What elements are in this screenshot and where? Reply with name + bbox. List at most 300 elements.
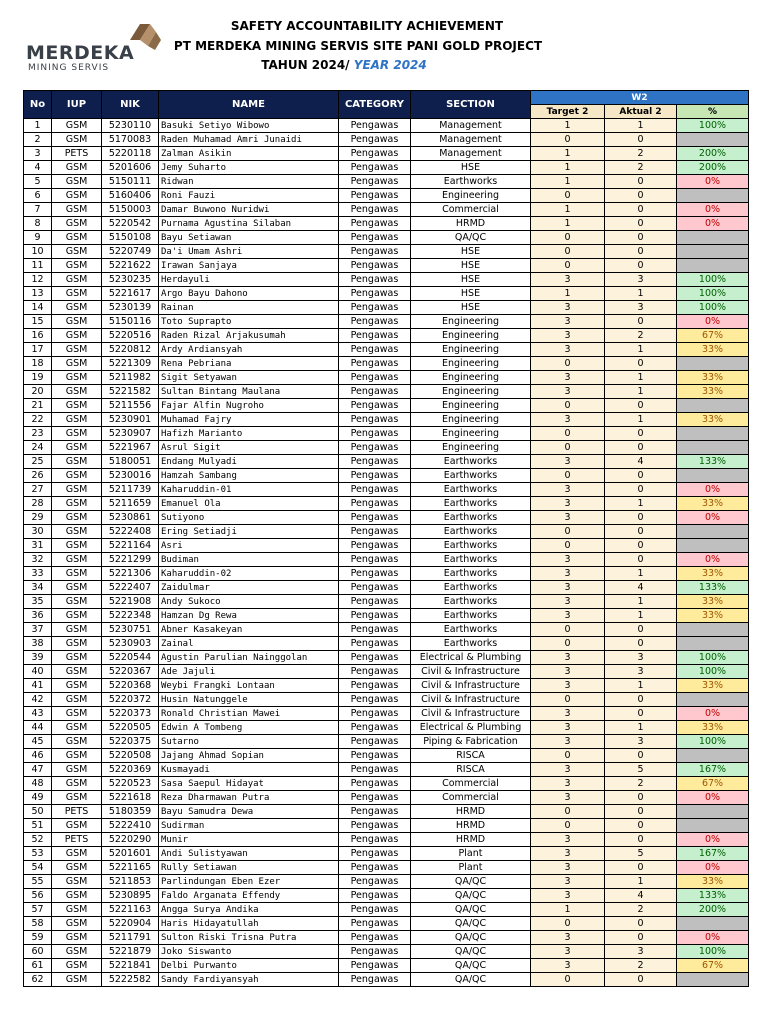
- cell-target: 1: [531, 287, 605, 301]
- cell-iup: GSM: [52, 343, 102, 357]
- cell-aktual: 2: [605, 147, 677, 161]
- cell-iup: GSM: [52, 455, 102, 469]
- cell-no: 10: [24, 245, 52, 259]
- cell-name: Sutiyono: [159, 511, 339, 525]
- cell-nik: 5170083: [102, 133, 159, 147]
- cell-aktual: 1: [605, 875, 677, 889]
- cell-category: Pengawas: [339, 133, 411, 147]
- cell-name: Rena Pebriana: [159, 357, 339, 371]
- cell-category: Pengawas: [339, 315, 411, 329]
- col-header-category: CATEGORY: [339, 91, 411, 119]
- cell-section: QA/QC: [411, 945, 531, 959]
- cell-target: 3: [531, 721, 605, 735]
- cell-iup: GSM: [52, 161, 102, 175]
- cell-aktual: 1: [605, 287, 677, 301]
- cell-no: 3: [24, 147, 52, 161]
- cell-percent: 0%: [677, 707, 749, 721]
- cell-category: Pengawas: [339, 595, 411, 609]
- table-row: [24, 679, 749, 693]
- table-row: [24, 525, 749, 539]
- cell-section: QA/QC: [411, 231, 531, 245]
- cell-iup: GSM: [52, 721, 102, 735]
- cell-nik: 5221617: [102, 287, 159, 301]
- cell-target: 0: [531, 819, 605, 833]
- cell-aktual: 1: [605, 385, 677, 399]
- cell-no: 61: [24, 959, 52, 973]
- cell-section: Engineering: [411, 413, 531, 427]
- cell-target: 3: [531, 343, 605, 357]
- cell-target: 1: [531, 203, 605, 217]
- cell-section: RISCA: [411, 749, 531, 763]
- cell-no: 12: [24, 273, 52, 287]
- cell-aktual: 3: [605, 273, 677, 287]
- cell-name: Sulton Riski Trisna Putra: [159, 931, 339, 945]
- cell-nik: 5222410: [102, 819, 159, 833]
- cell-nik: 5221582: [102, 385, 159, 399]
- cell-percent: 200%: [677, 161, 749, 175]
- table-row: [24, 259, 749, 273]
- cell-target: 0: [531, 133, 605, 147]
- cell-percent: [677, 805, 749, 819]
- table-row: [24, 483, 749, 497]
- cell-category: Pengawas: [339, 833, 411, 847]
- cell-nik: 5221299: [102, 553, 159, 567]
- table-row: [24, 553, 749, 567]
- cell-target: 3: [531, 609, 605, 623]
- cell-category: Pengawas: [339, 413, 411, 427]
- cell-iup: GSM: [52, 693, 102, 707]
- cell-iup: GSM: [52, 511, 102, 525]
- cell-name: Toto Suprapto: [159, 315, 339, 329]
- cell-no: 52: [24, 833, 52, 847]
- cell-aktual: 3: [605, 735, 677, 749]
- cell-name: Munir: [159, 833, 339, 847]
- cell-name: Roni Fauzi: [159, 189, 339, 203]
- cell-percent: 33%: [677, 343, 749, 357]
- table-row: [24, 861, 749, 875]
- cell-section: Engineering: [411, 315, 531, 329]
- cell-section: Earthworks: [411, 581, 531, 595]
- table-row: [24, 455, 749, 469]
- cell-no: 27: [24, 483, 52, 497]
- cell-category: Pengawas: [339, 273, 411, 287]
- cell-section: Management: [411, 133, 531, 147]
- table-row: [24, 805, 749, 819]
- cell-no: 17: [24, 343, 52, 357]
- cell-no: 55: [24, 875, 52, 889]
- cell-percent: 167%: [677, 847, 749, 861]
- cell-name: Argo Bayu Dahono: [159, 287, 339, 301]
- cell-category: Pengawas: [339, 469, 411, 483]
- cell-percent: 0%: [677, 833, 749, 847]
- cell-nik: 5211556: [102, 399, 159, 413]
- cell-category: Pengawas: [339, 805, 411, 819]
- cell-nik: 5201606: [102, 161, 159, 175]
- cell-iup: GSM: [52, 385, 102, 399]
- cell-aktual: 0: [605, 819, 677, 833]
- cell-target: 3: [531, 413, 605, 427]
- table-row: [24, 469, 749, 483]
- cell-aktual: 4: [605, 889, 677, 903]
- cell-iup: GSM: [52, 651, 102, 665]
- cell-category: Pengawas: [339, 567, 411, 581]
- cell-target: 0: [531, 539, 605, 553]
- cell-nik: 5230901: [102, 413, 159, 427]
- cell-percent: [677, 623, 749, 637]
- table-row: [24, 357, 749, 371]
- cell-nik: 5221967: [102, 441, 159, 455]
- table-row: [24, 343, 749, 357]
- report-year: [0, 58, 728, 72]
- cell-iup: PETS: [52, 833, 102, 847]
- cell-percent: 0%: [677, 203, 749, 217]
- cell-target: 0: [531, 623, 605, 637]
- cell-target: 0: [531, 637, 605, 651]
- col-header-aktual: Aktual 2: [605, 105, 677, 119]
- cell-target: 0: [531, 805, 605, 819]
- cell-section: Engineering: [411, 385, 531, 399]
- cell-percent: [677, 399, 749, 413]
- table-row: [24, 301, 749, 315]
- cell-percent: 0%: [677, 175, 749, 189]
- table-row: [24, 819, 749, 833]
- cell-name: Parlindungan Eben Ezer: [159, 875, 339, 889]
- cell-percent: [677, 525, 749, 539]
- cell-nik: 5211659: [102, 497, 159, 511]
- table-row: [24, 833, 749, 847]
- cell-target: 0: [531, 259, 605, 273]
- cell-name: Zalman Asikin: [159, 147, 339, 161]
- table-row: [24, 609, 749, 623]
- col-header-section: SECTION: [411, 91, 531, 119]
- cell-category: Pengawas: [339, 623, 411, 637]
- cell-iup: GSM: [52, 707, 102, 721]
- cell-section: Piping & Fabrication: [411, 735, 531, 749]
- cell-target: 1: [531, 903, 605, 917]
- cell-iup: GSM: [52, 553, 102, 567]
- cell-section: Plant: [411, 847, 531, 861]
- cell-iup: GSM: [52, 189, 102, 203]
- cell-aktual: 0: [605, 203, 677, 217]
- cell-iup: GSM: [52, 903, 102, 917]
- cell-section: Earthworks: [411, 539, 531, 553]
- cell-aktual: 0: [605, 231, 677, 245]
- cell-percent: 67%: [677, 329, 749, 343]
- cell-iup: GSM: [52, 287, 102, 301]
- cell-no: 35: [24, 595, 52, 609]
- table-row: [24, 637, 749, 651]
- cell-percent: 33%: [677, 875, 749, 889]
- cell-percent: 200%: [677, 147, 749, 161]
- cell-percent: 0%: [677, 861, 749, 875]
- cell-section: HSE: [411, 245, 531, 259]
- table-row: [24, 903, 749, 917]
- cell-no: 53: [24, 847, 52, 861]
- cell-section: Civil & Infrastructure: [411, 707, 531, 721]
- cell-iup: GSM: [52, 847, 102, 861]
- cell-category: Pengawas: [339, 231, 411, 245]
- cell-percent: 33%: [677, 609, 749, 623]
- cell-name: Bayu Samudra Dewa: [159, 805, 339, 819]
- cell-aktual: 1: [605, 413, 677, 427]
- year-label: TAHUN 2024/: [261, 58, 354, 72]
- cell-iup: GSM: [52, 427, 102, 441]
- cell-name: Reza Dharmawan Putra: [159, 791, 339, 805]
- cell-iup: GSM: [52, 763, 102, 777]
- cell-category: Pengawas: [339, 175, 411, 189]
- cell-category: Pengawas: [339, 679, 411, 693]
- cell-section: RISCA: [411, 763, 531, 777]
- logo-wordmark: MERDEKA: [26, 42, 135, 64]
- table-row: [24, 847, 749, 861]
- cell-percent: [677, 231, 749, 245]
- cell-category: Pengawas: [339, 553, 411, 567]
- cell-section: Engineering: [411, 329, 531, 343]
- cell-name: Endang Mulyadi: [159, 455, 339, 469]
- table-row: [24, 175, 749, 189]
- cell-aktual: 0: [605, 175, 677, 189]
- cell-target: 3: [531, 945, 605, 959]
- cell-no: 36: [24, 609, 52, 623]
- cell-category: Pengawas: [339, 721, 411, 735]
- table-row: [24, 511, 749, 525]
- cell-aktual: 0: [605, 511, 677, 525]
- cell-iup: GSM: [52, 371, 102, 385]
- table-row: [24, 665, 749, 679]
- cell-no: 42: [24, 693, 52, 707]
- cell-target: 3: [531, 511, 605, 525]
- cell-nik: 5222408: [102, 525, 159, 539]
- cell-name: Sandy Fardiyansyah: [159, 973, 339, 987]
- cell-percent: [677, 637, 749, 651]
- cell-category: Pengawas: [339, 889, 411, 903]
- cell-iup: GSM: [52, 777, 102, 791]
- cell-no: 46: [24, 749, 52, 763]
- cell-no: 47: [24, 763, 52, 777]
- cell-aktual: 2: [605, 959, 677, 973]
- cell-name: Faldo Arganata Effendy: [159, 889, 339, 903]
- cell-percent: 33%: [677, 595, 749, 609]
- cell-target: 3: [531, 595, 605, 609]
- cell-aktual: 3: [605, 665, 677, 679]
- cell-percent: 33%: [677, 371, 749, 385]
- cell-percent: [677, 973, 749, 987]
- cell-nik: 5230751: [102, 623, 159, 637]
- cell-name: Ronald Christian Mawei: [159, 707, 339, 721]
- cell-aktual: 0: [605, 931, 677, 945]
- cell-iup: GSM: [52, 665, 102, 679]
- cell-no: 24: [24, 441, 52, 455]
- cell-percent: [677, 427, 749, 441]
- cell-nik: 5220544: [102, 651, 159, 665]
- cell-iup: GSM: [52, 525, 102, 539]
- cell-category: Pengawas: [339, 539, 411, 553]
- cell-iup: GSM: [52, 623, 102, 637]
- cell-nik: 5180051: [102, 455, 159, 469]
- cell-percent: 100%: [677, 735, 749, 749]
- cell-target: 3: [531, 833, 605, 847]
- cell-aktual: 4: [605, 581, 677, 595]
- cell-iup: GSM: [52, 259, 102, 273]
- cell-aktual: 5: [605, 847, 677, 861]
- cell-percent: 100%: [677, 301, 749, 315]
- cell-name: Angga Surya Andika: [159, 903, 339, 917]
- cell-iup: GSM: [52, 595, 102, 609]
- cell-no: 11: [24, 259, 52, 273]
- cell-iup: GSM: [52, 931, 102, 945]
- cell-no: 41: [24, 679, 52, 693]
- cell-target: 3: [531, 581, 605, 595]
- cell-nik: 5220542: [102, 217, 159, 231]
- cell-section: HRMD: [411, 217, 531, 231]
- cell-nik: 5150108: [102, 231, 159, 245]
- cell-name: Raden Rizal Arjakusumah: [159, 329, 339, 343]
- cell-category: Pengawas: [339, 301, 411, 315]
- cell-target: 3: [531, 385, 605, 399]
- cell-percent: 0%: [677, 217, 749, 231]
- cell-target: 0: [531, 525, 605, 539]
- cell-iup: GSM: [52, 861, 102, 875]
- cell-section: Commercial: [411, 791, 531, 805]
- cell-target: 3: [531, 847, 605, 861]
- cell-aktual: 1: [605, 721, 677, 735]
- cell-section: Engineering: [411, 189, 531, 203]
- cell-target: 3: [531, 371, 605, 385]
- cell-nik: 5221618: [102, 791, 159, 805]
- cell-category: Pengawas: [339, 819, 411, 833]
- cell-category: Pengawas: [339, 651, 411, 665]
- cell-iup: GSM: [52, 581, 102, 595]
- cell-percent: 33%: [677, 721, 749, 735]
- cell-category: Pengawas: [339, 511, 411, 525]
- cell-target: 3: [531, 567, 605, 581]
- cell-section: Management: [411, 119, 531, 133]
- cell-target: 3: [531, 861, 605, 875]
- cell-aktual: 1: [605, 119, 677, 133]
- cell-no: 1: [24, 119, 52, 133]
- cell-no: 49: [24, 791, 52, 805]
- cell-target: 3: [531, 777, 605, 791]
- cell-percent: [677, 469, 749, 483]
- cell-percent: 0%: [677, 483, 749, 497]
- cell-target: 3: [531, 497, 605, 511]
- cell-nik: 5220375: [102, 735, 159, 749]
- cell-section: HSE: [411, 259, 531, 273]
- cell-aktual: 0: [605, 973, 677, 987]
- cell-percent: 0%: [677, 511, 749, 525]
- cell-target: 0: [531, 917, 605, 931]
- cell-section: Engineering: [411, 371, 531, 385]
- cell-section: HRMD: [411, 833, 531, 847]
- cell-target: 0: [531, 469, 605, 483]
- cell-section: QA/QC: [411, 889, 531, 903]
- cell-aktual: 0: [605, 469, 677, 483]
- cell-target: 3: [531, 889, 605, 903]
- cell-no: 14: [24, 301, 52, 315]
- cell-nik: 5230139: [102, 301, 159, 315]
- cell-percent: 100%: [677, 119, 749, 133]
- cell-percent: [677, 693, 749, 707]
- cell-name: Asri: [159, 539, 339, 553]
- cell-aktual: 0: [605, 749, 677, 763]
- cell-target: 1: [531, 175, 605, 189]
- cell-percent: 133%: [677, 889, 749, 903]
- cell-aktual: 3: [605, 301, 677, 315]
- table-row: [24, 749, 749, 763]
- cell-no: 50: [24, 805, 52, 819]
- cell-iup: GSM: [52, 441, 102, 455]
- cell-section: HSE: [411, 287, 531, 301]
- cell-name: Muhamad Fajry: [159, 413, 339, 427]
- cell-section: QA/QC: [411, 931, 531, 945]
- cell-iup: GSM: [52, 497, 102, 511]
- cell-nik: 5230016: [102, 469, 159, 483]
- cell-category: Pengawas: [339, 945, 411, 959]
- cell-name: Fajar Alfin Nugroho: [159, 399, 339, 413]
- cell-target: 0: [531, 357, 605, 371]
- cell-percent: [677, 357, 749, 371]
- cell-name: Basuki Setiyo Wibowo: [159, 119, 339, 133]
- cell-no: 28: [24, 497, 52, 511]
- cell-section: Earthworks: [411, 609, 531, 623]
- cell-no: 19: [24, 371, 52, 385]
- cell-nik: 5230861: [102, 511, 159, 525]
- cell-target: 0: [531, 231, 605, 245]
- cell-target: 1: [531, 161, 605, 175]
- cell-name: Sigit Setyawan: [159, 371, 339, 385]
- table-row: [24, 735, 749, 749]
- cell-target: 0: [531, 189, 605, 203]
- cell-aktual: 0: [605, 399, 677, 413]
- cell-iup: GSM: [52, 637, 102, 651]
- table-row: [24, 651, 749, 665]
- cell-no: 32: [24, 553, 52, 567]
- cell-no: 39: [24, 651, 52, 665]
- cell-target: 3: [531, 763, 605, 777]
- cell-no: 45: [24, 735, 52, 749]
- cell-iup: GSM: [52, 679, 102, 693]
- cell-iup: GSM: [52, 413, 102, 427]
- cell-target: 1: [531, 119, 605, 133]
- cell-no: 7: [24, 203, 52, 217]
- cell-category: Pengawas: [339, 245, 411, 259]
- cell-aktual: 0: [605, 623, 677, 637]
- cell-target: 3: [531, 273, 605, 287]
- table-row: [24, 763, 749, 777]
- cell-iup: PETS: [52, 805, 102, 819]
- cell-section: QA/QC: [411, 959, 531, 973]
- cell-target: 1: [531, 217, 605, 231]
- cell-aktual: 0: [605, 539, 677, 553]
- cell-name: Haris Hidayatullah: [159, 917, 339, 931]
- cell-section: QA/QC: [411, 903, 531, 917]
- cell-aktual: 0: [605, 861, 677, 875]
- cell-category: Pengawas: [339, 931, 411, 945]
- cell-section: Electrical & Plumbing: [411, 651, 531, 665]
- cell-percent: 33%: [677, 567, 749, 581]
- cell-iup: GSM: [52, 119, 102, 133]
- cell-aktual: 0: [605, 553, 677, 567]
- cell-nik: 5150111: [102, 175, 159, 189]
- cell-section: Earthworks: [411, 455, 531, 469]
- cell-category: Pengawas: [339, 861, 411, 875]
- cell-section: Civil & Infrastructure: [411, 665, 531, 679]
- cell-section: Earthworks: [411, 553, 531, 567]
- cell-no: 29: [24, 511, 52, 525]
- cell-nik: 5211791: [102, 931, 159, 945]
- cell-category: Pengawas: [339, 917, 411, 931]
- cell-no: 5: [24, 175, 52, 189]
